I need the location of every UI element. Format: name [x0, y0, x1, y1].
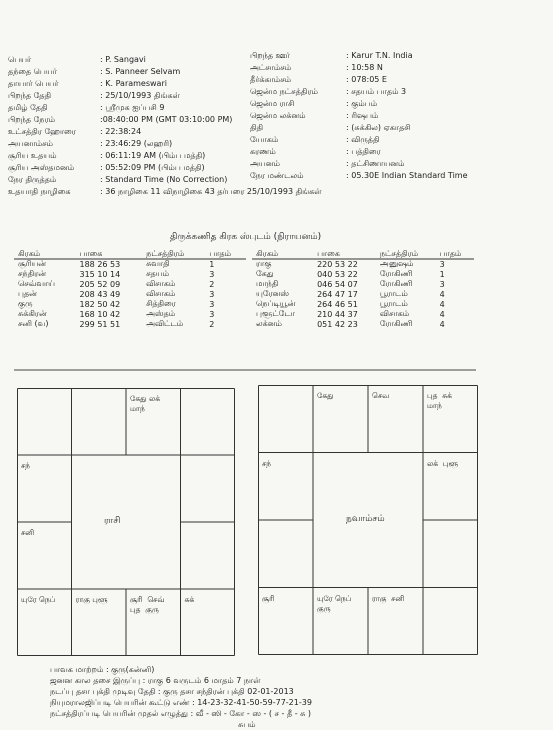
detail-label: அயனாம்சம் [8, 139, 53, 148]
planet-deg: 264 47 17 [317, 289, 358, 299]
planet-pada: 3 [209, 289, 215, 299]
detail-label: உட்சத்திர ஹோரை [8, 127, 76, 136]
planet-deg: 040 53 22 [317, 269, 358, 279]
planet-deg: 299 51 51 [79, 319, 121, 329]
planet-deg: 182 50 42 [79, 299, 121, 309]
table-row [252, 299, 474, 309]
planet-pada: 1 [209, 259, 215, 269]
detail-value: : Standard Time (No Correction) [100, 175, 228, 184]
table-row [252, 309, 474, 319]
planet-star: விசாகம் [379, 309, 410, 318]
planet-pada: 4 [439, 309, 445, 319]
detail-label: ஜென்ம லக்னம் [250, 111, 306, 120]
table-header: கிரகம் [256, 249, 279, 258]
detail-value: : தட்சிணாயனம் [346, 159, 405, 168]
planet-pada: 3 [439, 279, 445, 289]
table-row [14, 319, 246, 329]
chart-cell-r3c0: யுரே நெப் [21, 595, 56, 604]
planet-star: அவிட்டம் [146, 319, 184, 328]
detail-label: பிறந்த தேதி [8, 91, 52, 100]
detail-value: : S. Panneer Selvam [100, 67, 181, 76]
detail-label: யோகம் [250, 135, 279, 144]
table-row [14, 269, 246, 279]
detail-label: ஜென்ம ராசி [250, 99, 295, 108]
detail-value: : P. Sangavi [100, 55, 146, 64]
navamsa-chart [258, 385, 478, 655]
planet-name: யுரேனஸ் [256, 289, 290, 298]
chart-cell-r3c2: ராகு சனி [372, 593, 405, 603]
table-row [14, 299, 246, 309]
table-header: நட்சத்திரம் [379, 249, 419, 258]
planet-deg: 210 44 37 [317, 309, 358, 319]
detail-label: பிறந்த நேரம் [8, 115, 56, 124]
planet-table-left [14, 249, 246, 329]
detail-label: சூரிய உதயம் [8, 151, 57, 160]
detail-label: அட்சாம்சம் [250, 63, 292, 72]
planet-name: குரு [18, 299, 33, 308]
detail-value: :08:40:00 PM (GMT 03:10:00 PM) [100, 115, 233, 124]
chart-center-label: நவாம்சம் [346, 514, 385, 524]
table-row [14, 309, 246, 319]
table-header: பாதம் [209, 249, 232, 258]
planet-pada: 3 [439, 259, 445, 269]
detail-label: நேர திருத்தம் [8, 175, 57, 184]
chart-cell-r3c3: சுக் [184, 595, 195, 604]
planet-star: அஸ்தம் [146, 309, 176, 318]
rasi-chart [17, 388, 235, 656]
planet-pada: 4 [439, 289, 445, 299]
detail-label: பெயர் [8, 55, 32, 64]
table-header: நட்சத்திரம் [146, 249, 185, 258]
planet-name: புளூட்டோ [256, 309, 295, 318]
planet-deg: 051 42 23 [317, 319, 358, 329]
table-row [14, 279, 246, 289]
chart-cell-r1c0: சந் [262, 458, 271, 468]
table-header: பாகை [79, 249, 103, 258]
planet-pada: 4 [439, 299, 445, 309]
detail-value: : 10:58 N [346, 63, 383, 72]
detail-value: : 05.30E Indian Standard Time [346, 171, 468, 180]
planet-star: சுவாதி [146, 259, 170, 268]
table-row [252, 269, 474, 279]
chart-cell-r2c0: சனி [21, 528, 35, 537]
planet-pada: 3 [209, 309, 215, 319]
chart-grid [17, 388, 235, 656]
planet-star: சதயம் [146, 269, 169, 278]
chart-cell-r3c1: ராகு புளூ [75, 595, 108, 604]
detail-value: : ரிஷபம் [346, 111, 379, 120]
detail-label: தாயார் பெயர் [8, 79, 59, 88]
detail-value: : விருத்தி [346, 135, 380, 144]
planet-deg: 264 46 51 [317, 299, 358, 309]
chart-cell-r0c2: கேது லக் மாந் [130, 394, 161, 413]
detail-value: : Karur T.N. India [346, 51, 413, 60]
chart-cell-r3c2: சூரி செவ் புத குரு [130, 595, 165, 614]
planet-deg: 220 53 22 [317, 259, 358, 269]
footer-line: ஜனன கால தசை இருப்பு : ராகு 6 வருடம் 6 மாதம் 7 நாள் [50, 676, 261, 685]
detail-label: சூரிய அஸ்தமனம் [8, 163, 75, 172]
footer-line: நட்சத்திரப்படி பெயரின் முதல் எழுத்து : வீ - ஸி - கோ - ஸ - ( ச - தீ - சு ) [50, 709, 312, 718]
detail-value: : 05:52:09 PM (பிம்ப மத்தி) [100, 163, 205, 172]
planet-table-right [252, 249, 474, 329]
planet-deg: 046 54 07 [317, 279, 358, 289]
table-header: பாதம் [439, 249, 462, 258]
detail-label: ஜென்ம நட்சத்திரம் [250, 87, 318, 96]
planet-name: நெப்டியூன் [256, 299, 296, 308]
table-header: கிரகம் [18, 249, 41, 258]
planet-pada: 3 [209, 299, 215, 309]
detail-label: பிறந்த ஊர் [250, 51, 290, 60]
chart-center-label: ராசி [104, 516, 121, 526]
detail-label: அயனம் [250, 159, 280, 168]
detail-value: : 22:38:24 [100, 127, 142, 136]
planet-deg: 208 43 49 [79, 289, 121, 299]
detail-label: தீர்க்காம்சம் [250, 75, 292, 84]
footer-closing: சுபம் [238, 720, 256, 729]
planet-star: ரோகிணி [379, 319, 413, 328]
chart-cell-r1c3: லக் புளூ [427, 458, 459, 468]
planet-pada: 2 [209, 279, 215, 289]
planet-star: அனுஷம் [379, 259, 414, 268]
detail-label: தந்தை பெயர் [8, 67, 57, 76]
planet-name: சந்திரன் [18, 269, 47, 278]
detail-value: : 25/10/1993 திங்கள் [100, 91, 180, 100]
detail-value: : 06:11:19 AM (பிம்ப மத்தி) [100, 151, 206, 160]
planet-name: ராகு [256, 259, 272, 268]
detail-label: தமிழ் தேதி [8, 103, 48, 112]
planet-deg: 188 26 53 [79, 259, 121, 269]
footer-line: பாவக மாற்றம் : குரு(கன்னி) [50, 665, 155, 674]
planet-star: சித்திரை [146, 299, 176, 308]
table-header: பாகை [317, 249, 340, 258]
planet-name: சனி (வ) [18, 319, 49, 328]
chart-cell-r3c1: யுரே நெப் குரு [317, 593, 357, 613]
planet-deg: 205 52 09 [79, 279, 121, 289]
chart-cell-r0c3: புத சுக் மாந் [427, 391, 452, 410]
detail-value: : கும்பம் [346, 99, 378, 108]
planet-position-title: திருக்கணித கிரக ஸ்புடம் (நிராயனம்) [170, 232, 322, 242]
planet-star: ரோகிணி [379, 279, 413, 288]
detail-label: நேர மண்டலம் [250, 171, 304, 180]
detail-label: உதயாதி நாழிகை [8, 187, 71, 196]
table-row [252, 289, 474, 299]
table-row [14, 289, 246, 299]
planet-deg: 315 10 14 [79, 269, 121, 279]
chart-cell-r1c0: சந் [21, 461, 30, 470]
detail-value: : (சுக்கில) ஏகாதசி [346, 123, 411, 132]
planet-star: ரோகிணி [379, 269, 413, 278]
footer-line: நியுமராலஜிப்படி பெயரின் கூட்டு எண் : 14-23-32-41-50-59-77-21-39 [50, 698, 312, 707]
planet-name: கேது [256, 269, 274, 278]
planet-star: பூராடம் [379, 299, 408, 308]
planet-name: செவ்வாய் [18, 279, 56, 288]
detail-value: : K. Parameswari [100, 79, 167, 88]
planet-pada: 4 [439, 319, 445, 329]
detail-value: : 078:05 E [346, 75, 387, 84]
table-row [252, 319, 474, 329]
detail-value: : 23:46:29 (லஹரி) [100, 139, 173, 148]
chart-cell-r0c2: செவ [372, 391, 390, 400]
planet-name: புதன் [18, 289, 37, 298]
chart-cell-r3c0: சூரி [262, 593, 275, 603]
planet-star: பூராடம் [379, 289, 408, 298]
detail-value: : 36 நாழிகை 11 விநாழிகை 43 தர்பரை 25/10/1993 திங்கள் [100, 187, 322, 196]
planet-deg: 168 10 42 [79, 309, 121, 319]
detail-value: : சதயம் பாதம் 3 [346, 87, 407, 96]
planet-star: விசாகம் [146, 279, 176, 288]
detail-value: : ஸ்ரீமுக ஐப்பசி 9 [100, 103, 165, 112]
detail-label: திதி [250, 123, 264, 132]
detail-value: : பத்திரை [346, 147, 381, 156]
planet-pada: 1 [439, 269, 445, 279]
planet-pada: 3 [209, 269, 215, 279]
planet-name: சுக்கிரன் [18, 309, 47, 318]
planet-name: சூரியன் [18, 259, 47, 268]
planet-pada: 2 [209, 319, 215, 329]
detail-label: கரணம் [250, 147, 276, 156]
table-row [252, 279, 474, 289]
planet-name: லக்னம் [256, 319, 282, 328]
footer-line: நடப்பு தசா புக்தி முடிவு தேதி : குரு தசா சந்திரன் புக்தி 02-01-2013 [50, 687, 294, 696]
planet-star: விசாகம் [146, 289, 176, 298]
chart-cell-r0c1: கேது [317, 391, 334, 400]
planet-name: மாந்தி [256, 279, 279, 288]
